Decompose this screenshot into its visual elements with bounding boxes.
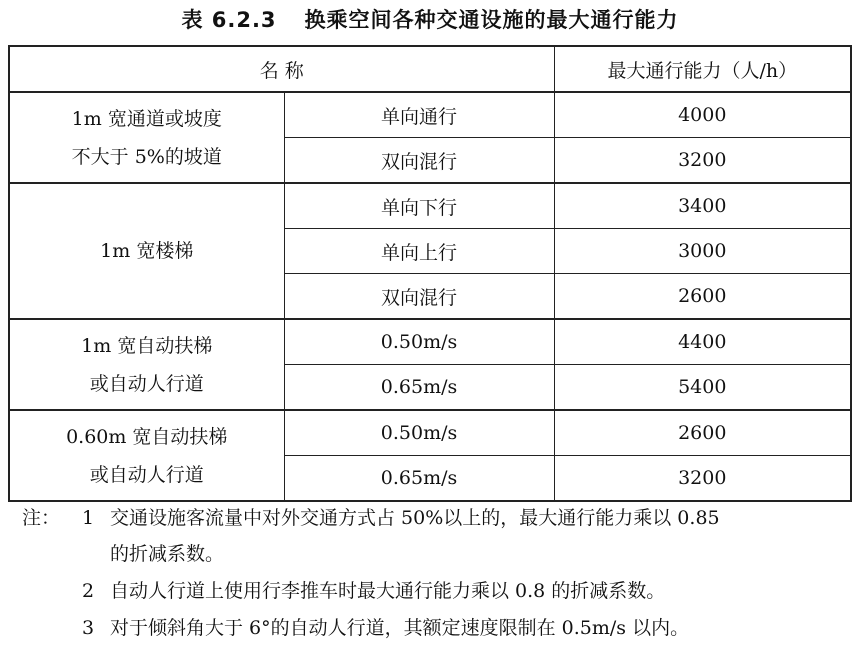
note-item (22, 506, 852, 566)
table-title: 换乘空间各种交通设施的最大通行能力 (304, 8, 679, 32)
sub-type-cell: 单向通行 (284, 92, 554, 138)
note-text: 交通设施客流量中对外交通方式占 50%以上的，最大通行能力乘以 0.85 (110, 507, 720, 529)
table-row (9, 410, 851, 456)
capacity-value-cell: 4400 (554, 319, 851, 365)
table-number: 表 6.2.3 (181, 8, 277, 32)
sub-type-cell: 单向下行 (284, 183, 554, 229)
note-index: 2 (82, 580, 95, 602)
note-item (22, 616, 852, 640)
group-label-corridor: 1m 宽通道或坡度 不大于 5%的坡道 (9, 92, 284, 183)
note-text: 对于倾斜角大于 6°的自动人行道，其额定速度限制在 0.5m/s 以内。 (110, 617, 690, 639)
capacity-value-cell: 3000 (554, 229, 851, 274)
sub-type-cell: 0.65m/s (284, 456, 554, 502)
header-name: 名 称 (9, 46, 554, 92)
capacity-value-cell: 3200 (554, 456, 851, 502)
note-text-continued: 的折减系数。 (110, 543, 225, 565)
sub-type-cell: 0.50m/s (284, 319, 554, 365)
note-index: 3 (82, 617, 95, 639)
group-label-escalator-060m: 0.60m 宽自动扶梯 或自动人行道 (9, 410, 284, 501)
capacity-value-cell: 2600 (554, 274, 851, 320)
sub-type-cell: 单向上行 (284, 229, 554, 274)
table-header-row (9, 46, 851, 92)
capacity-value-cell: 5400 (554, 365, 851, 411)
note-index: 1 (82, 507, 95, 529)
capacity-value-cell: 3200 (554, 138, 851, 184)
note-text: 自动人行道上使用行李推车时最大通行能力乘以 0.8 的折减系数。 (110, 580, 666, 602)
note-item (22, 579, 852, 603)
table-row (9, 92, 851, 138)
notes-prefix: 注： (22, 507, 61, 529)
table-caption (0, 0, 860, 40)
header-capacity: 最大通行能力（人/h） (554, 46, 851, 92)
sub-type-cell: 双向混行 (284, 274, 554, 320)
capacity-table (8, 45, 852, 502)
group-label-escalator-1m: 1m 宽自动扶梯 或自动人行道 (9, 319, 284, 410)
capacity-value-cell: 3400 (554, 183, 851, 229)
sub-type-cell: 0.65m/s (284, 365, 554, 411)
table-row (9, 183, 851, 229)
sub-type-cell: 0.50m/s (284, 410, 554, 456)
notes-section (22, 506, 852, 653)
group-label-stairs: 1m 宽楼梯 (9, 183, 284, 319)
capacity-value-cell: 2600 (554, 410, 851, 456)
sub-type-cell: 双向混行 (284, 138, 554, 184)
table-row (9, 319, 851, 365)
capacity-value-cell: 4000 (554, 92, 851, 138)
